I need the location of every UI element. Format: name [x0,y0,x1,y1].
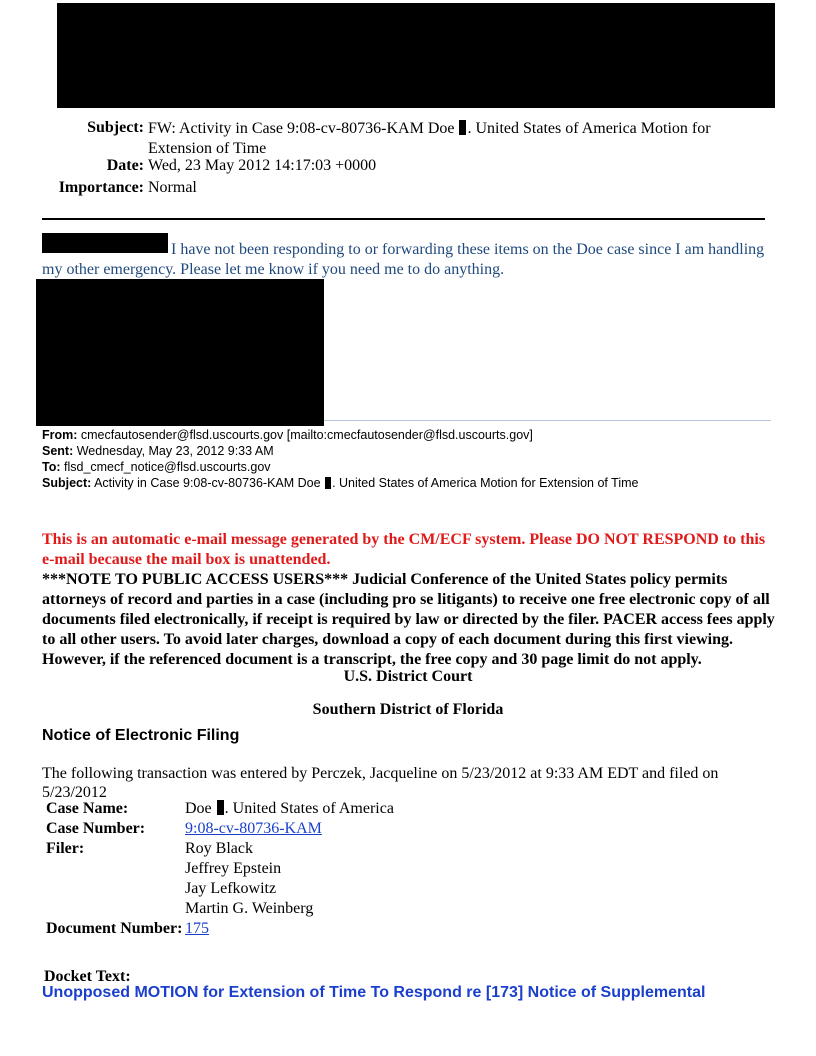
district-name: Southern District of Florida [312,701,504,718]
filer-name: Roy Black [185,840,253,857]
public-access-note: ***NOTE TO PUBLIC ACCESS USERS*** Judicial Conference of the United States policy permits attorneys of record and parties in a case (including pro se litigants) to receive one free electronic copy of all documents filed electronically, if receipt is required by law or directed by the filer. PACER access fees apply to all other users. To avoid later charges, download a copy of each document during this first viewing. However, if the referenced document is a transcript, the free copy and 30 page limit do not apply. [42,571,775,668]
case-name-tail: . United States of America [224,800,394,817]
subject-label: Subject: [87,119,144,136]
document-number-label: Document Number: [46,920,183,937]
inline-redaction [459,120,466,135]
date-label: Date: [106,157,144,174]
fwd-subject-tail: . United States of America Motion for Extension of Time [332,476,639,490]
forward-divider [324,420,771,421]
subject-text-2: Extension of Time [148,140,267,157]
subject-value [148,119,778,159]
reply-note [42,240,772,280]
auto-message-warning: This is an automatic e-mail message generated by the CM/ECF system. Please DO NOT RESPOND to this e-mail because the mail box is unattended. [42,531,766,568]
importance-value: Normal [148,179,197,196]
transaction-text: The following transaction was entered by Perczek, Jacqueline on 5/23/2012 at 9:33 AM EDT and filed on 5/23/2012 [42,765,719,801]
fwd-sent-row [42,443,638,459]
subject-text-1: FW: Activity in Case 9:08-cv-80736-KAM Doe [148,120,455,137]
document-number-link[interactable]: 175 [185,920,209,937]
fwd-from-label: From: [42,428,78,442]
fwd-to-row [42,459,638,475]
fwd-from-value: cmecfautosender@flsd.uscourts.gov [mailto:cmecfautosender@flsd.uscourts.gov] [77,428,533,442]
fwd-from-row [42,427,638,443]
inline-redaction [325,477,331,489]
fwd-subject-value: Activity in Case 9:08-cv-80736-KAM Doe [91,476,321,490]
fwd-to-label: To: [42,460,61,474]
forwarded-header [42,427,638,491]
subject-text-1-tail: . United States of America Motion for [467,120,711,137]
fwd-subject-label: Subject: [42,476,92,490]
inline-redaction [217,800,224,815]
case-number-label: Case Number: [46,820,146,837]
redaction-block-top [57,3,775,108]
fwd-sent-label: Sent: [42,444,74,458]
header-divider [42,218,765,220]
nef-title: Notice of Electronic Filing [42,727,240,744]
fwd-to-value: flsd_cmecf_notice@flsd.uscourts.gov [60,460,271,474]
date-value: Wed, 23 May 2012 14:17:03 +0000 [148,157,377,174]
case-name-label: Case Name: [46,800,129,817]
fwd-subject-row [42,475,638,491]
filer-name: Jeffrey Epstein [185,860,282,877]
filer-name: Martin G. Weinberg [185,900,314,917]
filer-name: Jay Lefkowitz [185,880,277,897]
importance-label: Importance: [58,179,144,196]
redaction-signature [36,279,324,426]
case-name-value [185,799,394,819]
docket-text: Unopposed MOTION for Extension of Time To Respond re [173] Notice of Supplemental [42,984,706,1001]
filer-label: Filer: [46,840,85,857]
case-name-text: Doe [185,800,212,817]
reply-note-text: I have not been responding to or forwarding these items on the Doe case since I am handling my other emergency. Please let me know if you need me to do anything. [42,241,765,278]
case-number-link[interactable]: 9:08-cv-80736-KAM [185,820,322,837]
court-name: U.S. District Court [343,668,473,685]
fwd-sent-value: Wednesday, May 23, 2012 9:33 AM [73,444,274,458]
docket-label: Docket Text: [44,968,131,985]
